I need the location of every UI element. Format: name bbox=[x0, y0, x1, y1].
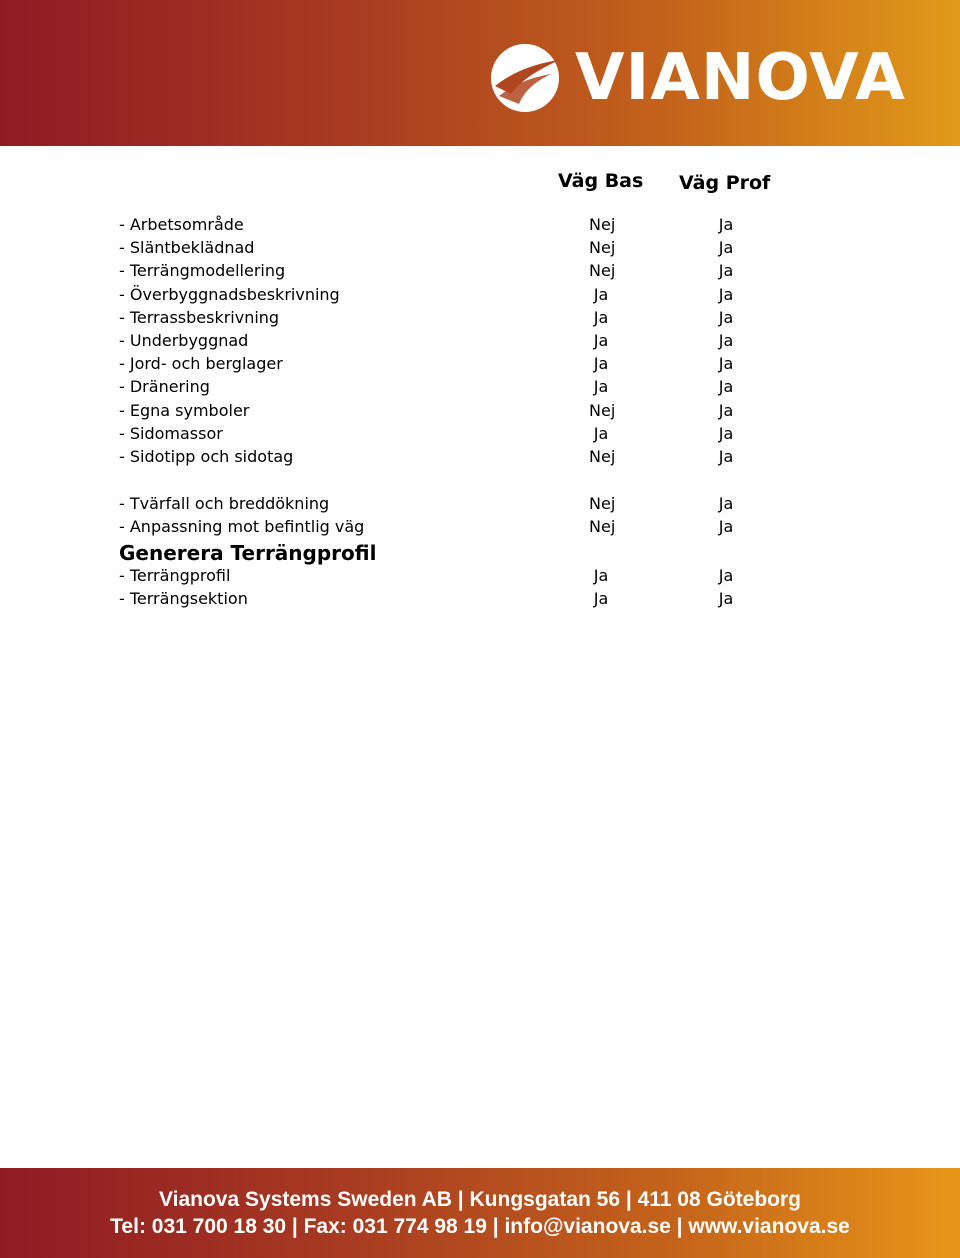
feature-row bbox=[119, 515, 819, 538]
feature-label: - Underbyggnad bbox=[119, 331, 249, 350]
vag-prof-value: Ja bbox=[718, 517, 734, 537]
vianova-logo bbox=[489, 38, 906, 118]
feature-row bbox=[119, 306, 819, 329]
vag-bas-value: Nej bbox=[589, 238, 616, 258]
feature-label: - Arbetsområde bbox=[119, 215, 244, 234]
feature-label: - Jord- och berglager bbox=[119, 354, 283, 374]
vag-bas-value: Nej bbox=[589, 215, 616, 234]
vag-bas-value: Ja bbox=[593, 307, 609, 327]
feature-row bbox=[119, 564, 819, 587]
footer-contact: Tel: 031 700 18 30 | Fax: 031 774 98 19 | info@vianova.se | www.vianova.se bbox=[110, 1215, 850, 1238]
vag-bas-value: Ja bbox=[593, 589, 609, 609]
vag-prof-value: Ja bbox=[718, 447, 734, 466]
feature-row bbox=[119, 213, 819, 236]
feature-label: - Egna symboler bbox=[119, 400, 250, 420]
vag-prof-value: Ja bbox=[718, 331, 734, 350]
feature-label: - Terrängprofil bbox=[119, 566, 231, 585]
vag-prof-value: Ja bbox=[718, 589, 734, 609]
feature-label: - Dränering bbox=[119, 377, 210, 397]
vag-bas-value: Nej bbox=[589, 517, 616, 537]
footer-address: Vianova Systems Sweden AB | Kungsgatan 56 | 411 08 Göteborg bbox=[159, 1188, 801, 1211]
vag-prof-value: Ja bbox=[718, 284, 734, 304]
feature-label: - Terrassbeskrivning bbox=[119, 307, 280, 327]
feature-row bbox=[119, 492, 819, 515]
vag-prof-value: Ja bbox=[718, 354, 734, 374]
brand-name: VIANOVA bbox=[575, 41, 906, 115]
header-banner bbox=[0, 0, 960, 146]
feature-row bbox=[119, 329, 819, 352]
feature-row bbox=[119, 352, 819, 375]
vianova-road-swoosh-icon bbox=[489, 42, 561, 114]
feature-label: - Terrängmodellering bbox=[119, 261, 286, 281]
vag-prof-value: Ja bbox=[718, 261, 734, 281]
feature-label: - Tvärfall och breddökning bbox=[119, 494, 330, 513]
vag-bas-value: Ja bbox=[593, 331, 609, 350]
vag-bas-value: Ja bbox=[593, 423, 609, 443]
vag-bas-value: Ja bbox=[593, 354, 609, 374]
vag-prof-value: Ja bbox=[718, 238, 734, 258]
vag-prof-value: Ja bbox=[718, 377, 734, 397]
vag-bas-value: Nej bbox=[589, 447, 616, 466]
section-title-generera-terrangprofil: Generera Terrängprofil bbox=[119, 541, 377, 565]
feature-label: - Terrängsektion bbox=[119, 589, 248, 609]
vag-bas-value: Ja bbox=[593, 566, 609, 585]
feature-row bbox=[119, 375, 819, 398]
vag-bas-value: Ja bbox=[593, 377, 609, 397]
vag-prof-value: Ja bbox=[718, 215, 734, 234]
feature-row bbox=[119, 259, 819, 282]
vag-bas-value: Nej bbox=[589, 400, 616, 420]
vag-prof-value: Ja bbox=[718, 494, 734, 513]
feature-row bbox=[119, 399, 819, 422]
vag-bas-value: Nej bbox=[589, 494, 616, 513]
footer-banner bbox=[0, 1168, 960, 1258]
feature-label: - Släntbeklädnad bbox=[119, 238, 255, 258]
vag-bas-value: Nej bbox=[589, 261, 616, 281]
feature-label: - Anpassning mot befintlig väg bbox=[119, 517, 365, 537]
feature-row bbox=[119, 587, 819, 610]
feature-row bbox=[119, 283, 819, 306]
vag-prof-value: Ja bbox=[718, 307, 734, 327]
feature-row bbox=[119, 236, 819, 259]
feature-row bbox=[119, 445, 819, 468]
column-header-vag-prof: Väg Prof bbox=[679, 172, 771, 194]
feature-label: - Överbyggnadsbeskrivning bbox=[119, 284, 340, 304]
column-header-vag-bas: Väg Bas bbox=[558, 170, 644, 192]
feature-row bbox=[119, 422, 819, 445]
vag-prof-value: Ja bbox=[718, 566, 734, 585]
feature-label: - Sidotipp och sidotag bbox=[119, 447, 294, 466]
vag-prof-value: Ja bbox=[718, 423, 734, 443]
feature-label: - Sidomassor bbox=[119, 423, 223, 443]
vag-bas-value: Ja bbox=[593, 284, 609, 304]
vag-prof-value: Ja bbox=[718, 400, 734, 420]
